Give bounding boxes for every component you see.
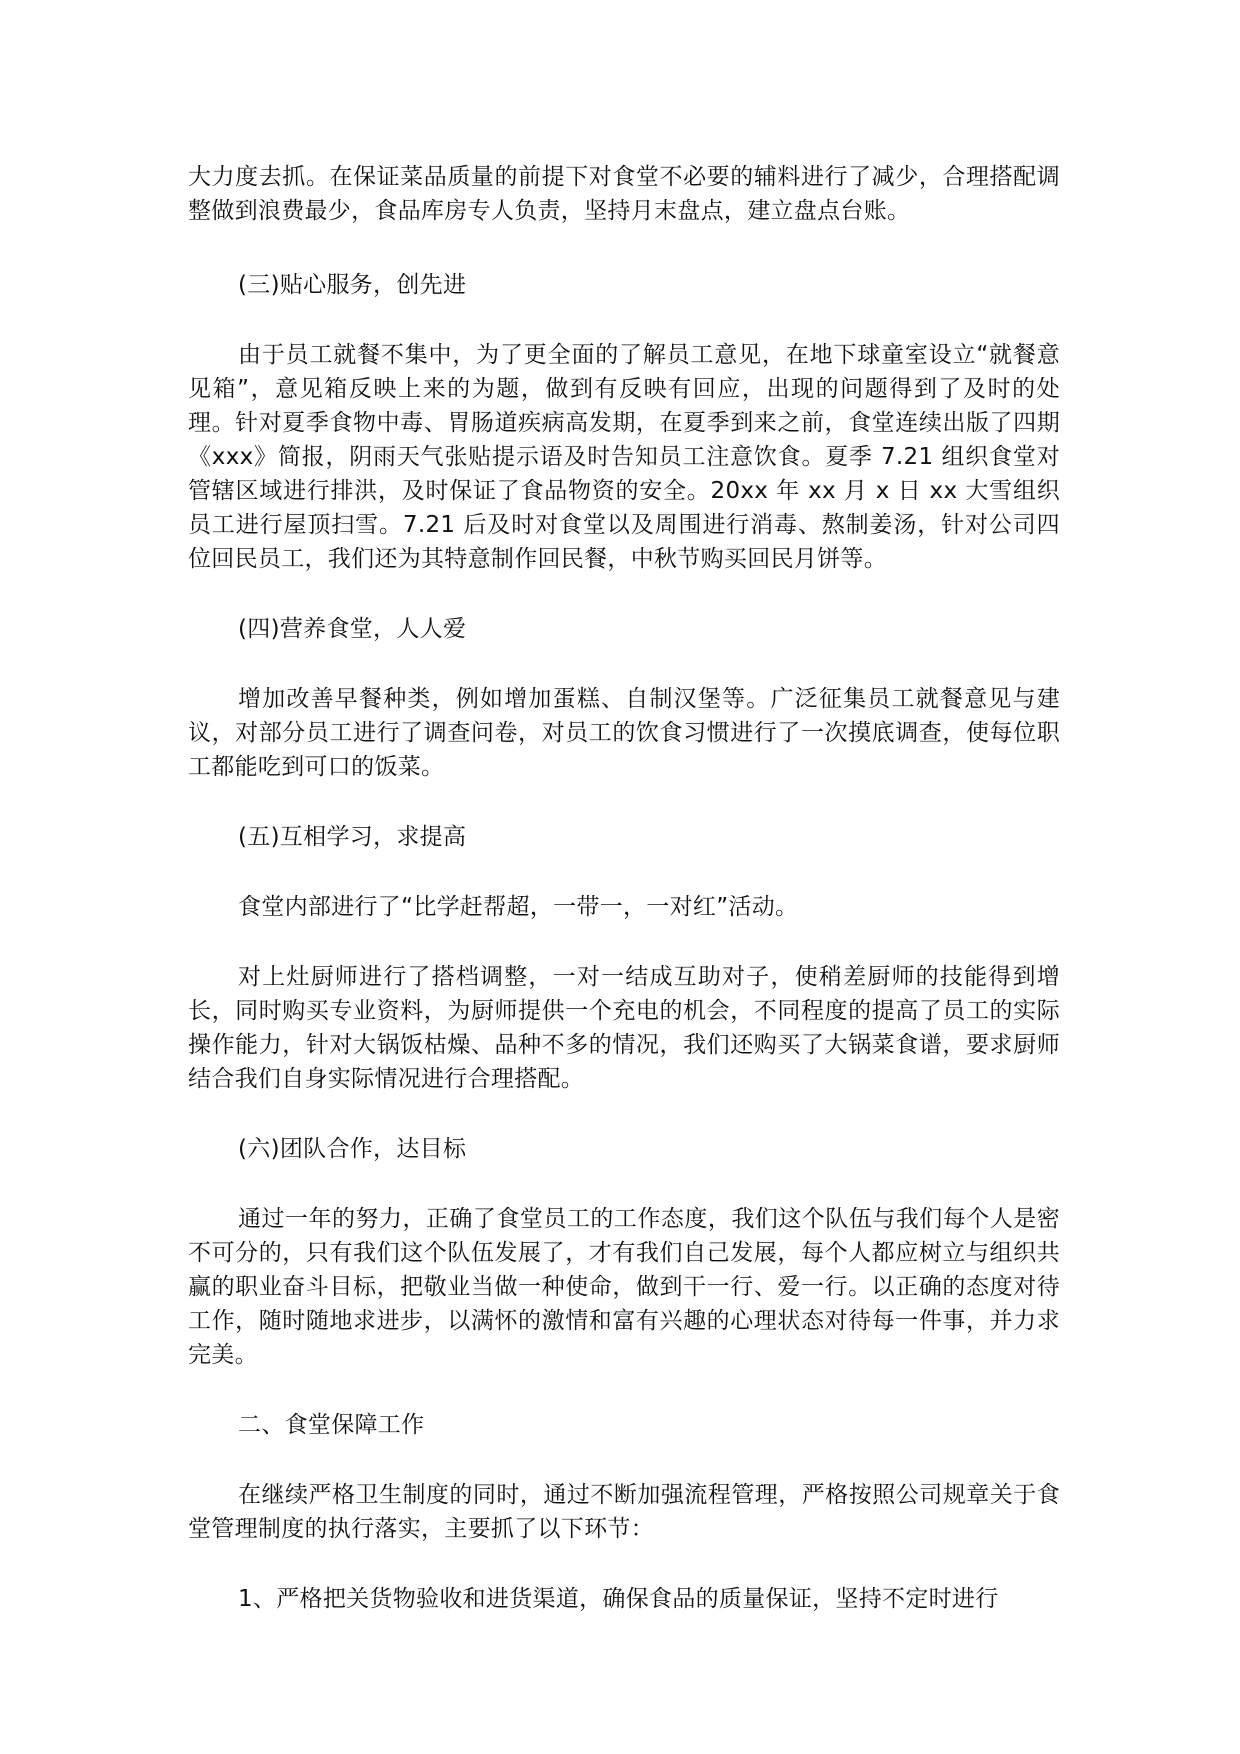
- section-heading-5: (五)互相学习，求提高: [238, 824, 467, 850]
- paragraph-management: 在继续严格卫生制度的同时，通过不断加强流程管理，严格按照公司规章关于食堂管理制度的执行落实，主要抓了以下环节：: [188, 1482, 1060, 1542]
- list-item-1: 1、严格把关货物验收和进货渠道，确保食品的质量保证，坚持不定时进行: [238, 1586, 999, 1612]
- paragraph-continuation: 大力度去抓。在保证菜品质量的前提下对食堂不必要的辅料进行了减少，合理搭配调整做到浪费最少，食品库房专人负责，坚持月末盘点，建立盘点台账。: [188, 164, 1060, 224]
- section-heading-4: (四)营养食堂，人人爱: [238, 616, 467, 642]
- paragraph-service: 由于员工就餐不集中，为了更全面的了解员工意见，在地下球童室设立“就餐意见箱”，意见箱反映上来的为题，做到有反映有回应，出现的问题得到了及时的处理。针对夏季食物中毒、胃肠道疾病高发期，在夏季到来之前，食堂连续出版了四期《xxx》简报，阴雨天气张贴提示语及时告知员工注意饮食。夏季 7.21 组织食堂对管辖区域进行排洪，及时保证了食品物资的安全。20xx 年 xx 月 x 日 xx 大雪组织员工进行屋顶扫雪。7.21 后及时对食堂以及周围进行消毒、熬制姜汤，针对公司四位回民员工，我们还为其特意制作回民餐，中秋节购买回民月饼等。: [188, 342, 1060, 572]
- paragraph-chef-training: 对上灶厨师进行了搭档调整，一对一结成互助对子，使稍差厨师的技能得到增长，同时购买专业资料，为厨师提供一个充电的机会，不同程度的提高了员工的实际操作能力，针对大锅饭枯燥、品种不多的情况，我们还购买了大锅菜食谱，要求厨师结合我们自身实际情况进行合理搭配。: [188, 964, 1060, 1092]
- paragraph-teamwork: 通过一年的努力，正确了食堂员工的工作态度，我们这个队伍与我们每个人是密不可分的，只有我们这个队伍发展了，才有我们自己发展，每个人都应树立与组织共赢的职业奋斗目标，把敬业当做一种使命，做到干一行、爱一行。以正确的态度对待工作，随时随地求进步，以满怀的激情和富有兴趣的心理状态对待每一件事，并力求完美。: [188, 1206, 1060, 1368]
- section-heading-6: (六)团队合作，达目标: [238, 1136, 467, 1162]
- section-heading-3: (三)贴心服务，创先进: [238, 272, 467, 298]
- paragraph-nutrition: 增加改善早餐种类，例如增加蛋糕、自制汉堡等。广泛征集员工就餐意见与建议，对部分员工进行了调查问卷，对员工的饮食习惯进行了一次摸底调查，使每位职工都能吃到可口的饭菜。: [188, 686, 1060, 780]
- section-heading-2: 二、食堂保障工作: [238, 1412, 425, 1438]
- paragraph-activity: 食堂内部进行了“比学赶帮超，一带一，一对红”活动。: [238, 894, 799, 920]
- document-body: [188, 160, 1060, 1616]
